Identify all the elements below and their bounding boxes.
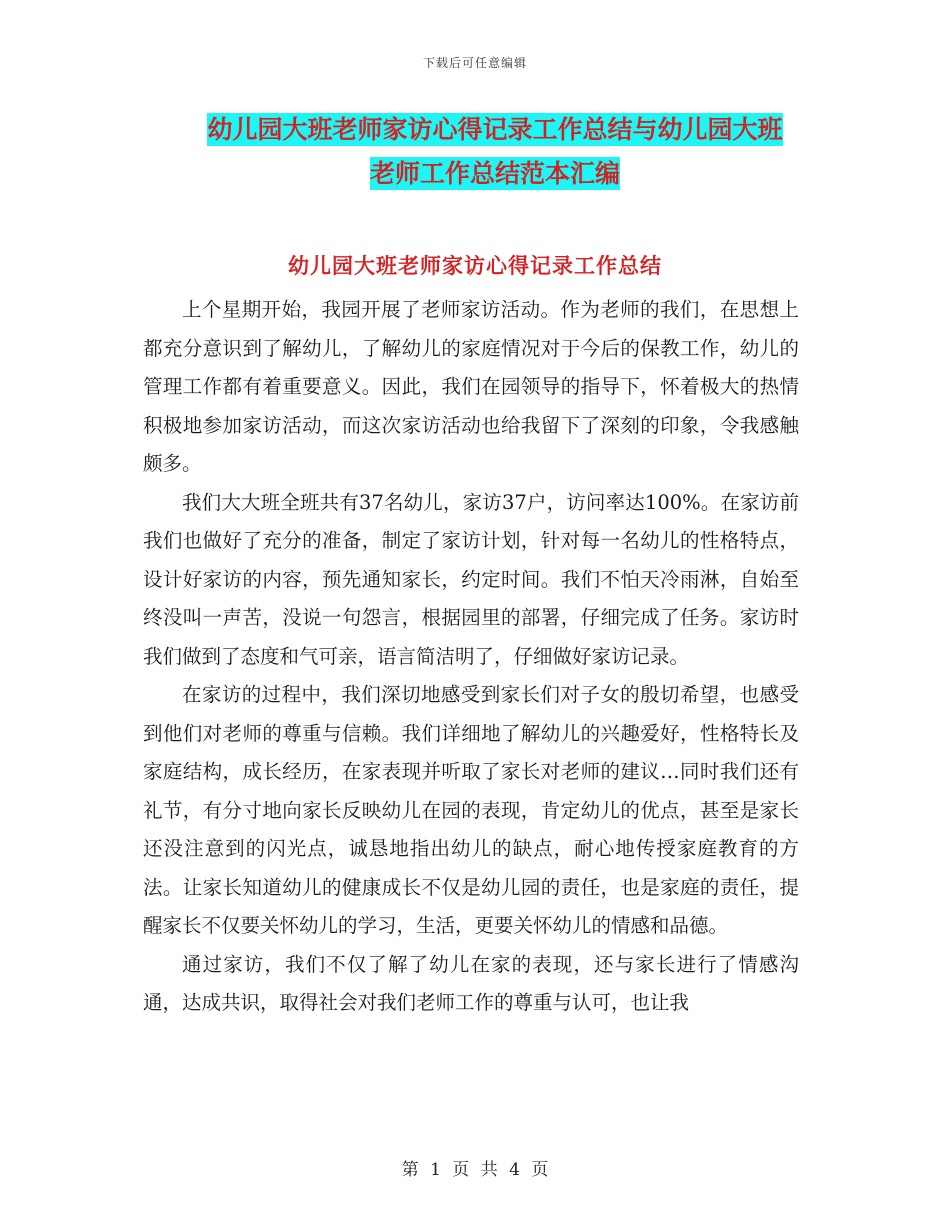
document-title-line-1: 幼儿园大班老师家访心得记录工作总结与幼儿园大班 [207, 115, 783, 144]
page-number-footer: 第 1 页 共 4 页 [401, 1160, 549, 1180]
paragraph: 在家访的过程中，我们深切地感受到家长们对子女的殷切希望，也感受到他们对老师的尊重与信赖。我们详细地了解幼儿的兴趣爱好，性格特长及家庭结构，成长经历，在家表现并听取了家长对老师的建议…同时我们还有礼节，有分寸地向家长反映幼儿在园的表现，肯定幼儿的优点，甚至是家长还没注意到的闪光点，诚恳地指出幼儿的缺点，耐心地传授家庭教育的方法。让家长知道幼儿的健康成长不仅是幼儿园的责任，也是家庭的责任，提醒家长不仅要关怀幼儿的学习，生活，更要关怀幼儿的情感和品德。 [143, 683, 799, 937]
section-title: 幼儿园大班老师家访心得记录工作总结 [288, 253, 662, 278]
paragraph: 通过家访，我们不仅了解了幼儿在家的表现，还与家长进行了情感沟通，达成共识，取得社会对我们老师工作的尊重与认可，也让我 [143, 952, 799, 1014]
document-title-line-2: 老师工作总结范本汇编 [369, 159, 620, 188]
body-text [143, 291, 799, 1023]
document-title [145, 108, 845, 196]
paragraph: 上个星期开始，我园开展了老师家访活动。作为老师的我们，在思想上都充分意识到了解幼儿，了解幼儿的家庭情况对于今后的保教工作，幼儿的管理工作都有着重要意义。因此，我们在园领导的指导下，怀着极大的热情积极地参加家访活动，而这次家访活动也给我留下了深刻的印象，令我感触颇多。 [143, 298, 799, 475]
paragraph: 我们大大班全班共有37名幼儿，家访37户，访问率达100%。在家访前我们也做好了充分的准备，制定了家访计划，针对每一名幼儿的性格特点，设计好家访的内容，预先通知家长，约定时间。我们不怕天冷雨淋，自始至终没叫一声苦，没说一句怨言，根据园里的部署，仔细完成了任务。家访时我们做到了态度和气可亲，语言简洁明了，仔细做好家访记录。 [143, 490, 799, 668]
page-header-note: 下载后可任意编辑 [422, 56, 527, 70]
